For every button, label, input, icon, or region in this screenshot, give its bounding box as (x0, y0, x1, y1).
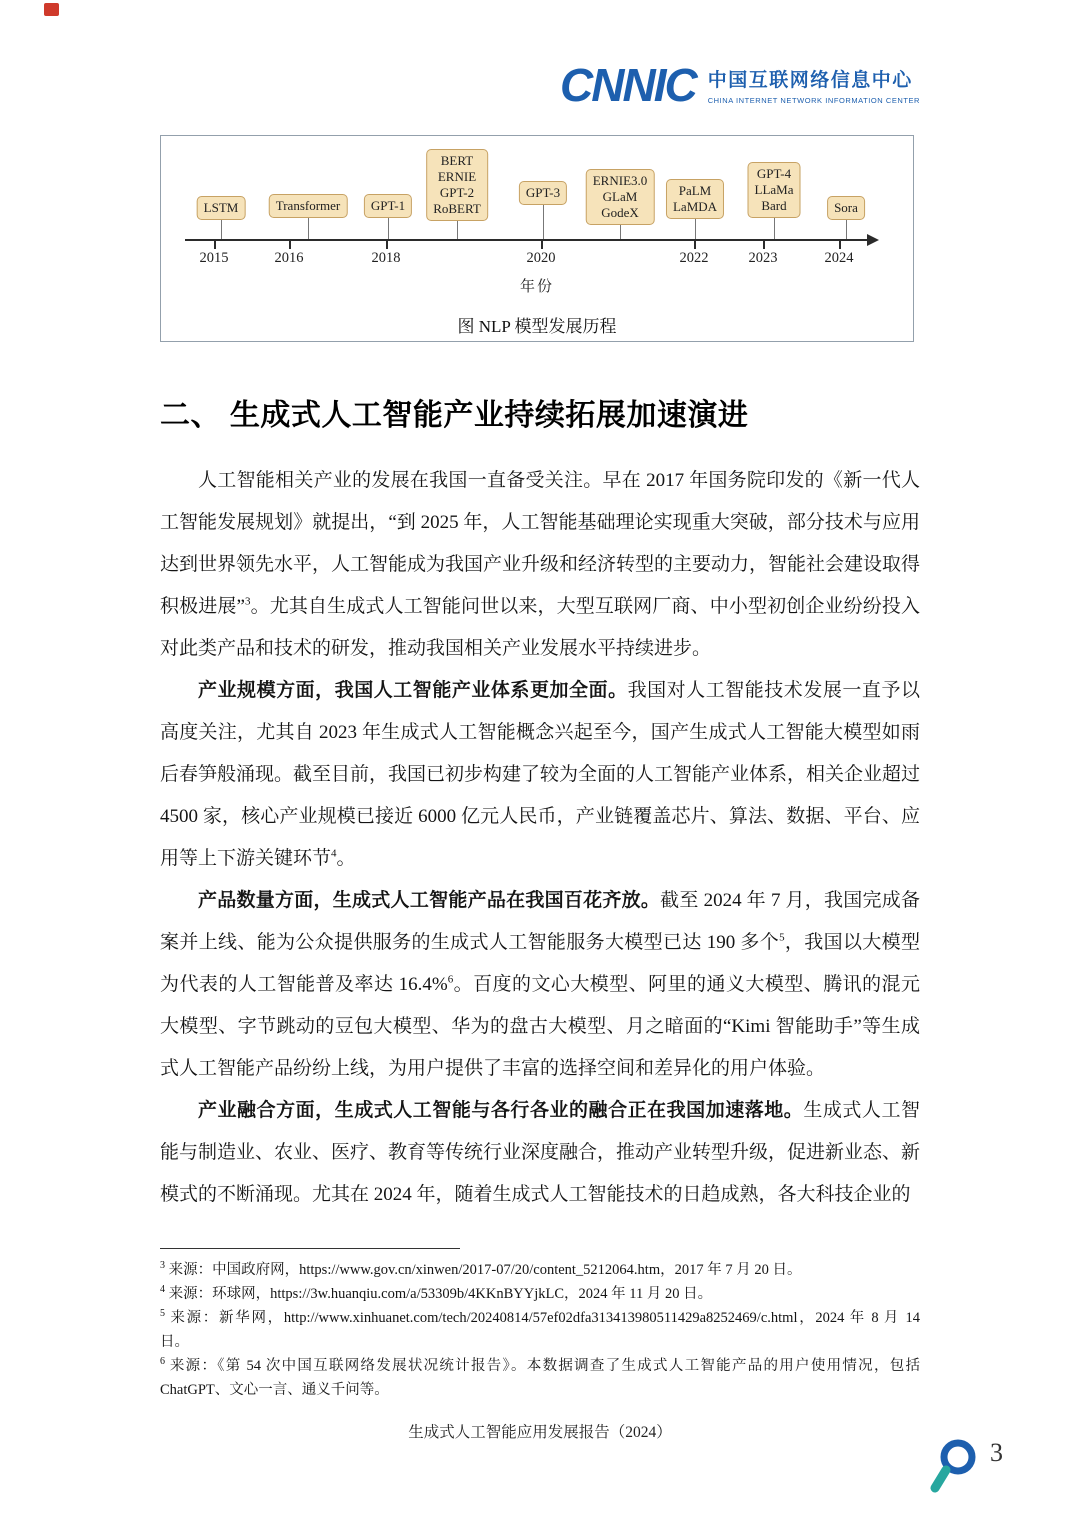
footnote-number: 6 (160, 1356, 165, 1368)
footnote-list (160, 1258, 920, 1402)
axis-tick-label: 2022 (679, 250, 709, 266)
footnote-ref: 5 (779, 931, 785, 944)
axis-tick-label: 2023 (748, 250, 778, 266)
cnnic-logo (560, 59, 920, 111)
timeline-model-box (519, 181, 567, 205)
text-segment: 生成式人工智能与制造业、农业、医疗、教育等传统行业深度融合，推动产业转型升级，促进新业态、新模式的不断涌现。尤其在 2024 年，随着生成式人工智能技术的日趋成熟，各大科技企业的 (160, 1100, 921, 1205)
axis-tick-label: 2024 (824, 250, 854, 266)
timeline-plot (161, 136, 913, 341)
axis-tick-label: 2020 (526, 250, 556, 266)
org-name-en: CHINA INTERNET NETWORK INFORMATION CENTER (707, 96, 920, 105)
timeline-model-box (827, 196, 865, 220)
timeline-model-box (426, 149, 488, 221)
text-segment: 。 (336, 848, 356, 869)
text-segment: 产业规模方面，我国人工智能产业体系更加全面。 (198, 680, 628, 701)
timeline-model-box (197, 196, 246, 220)
footnote-divider (160, 1248, 460, 1249)
timeline-model-box (586, 169, 655, 225)
org-name-cn: 中国互联网络信息中心 (707, 70, 913, 91)
text-segment: 截至 2024 年 7 月，我国完成备案并上线、能为公众提供服务的生成式人工智能服务大模型已达 190 多个 (160, 890, 920, 953)
footnote-number: 4 (160, 1284, 165, 1296)
paragraph (160, 880, 920, 1090)
axis-tick-label: 2015 (199, 250, 229, 266)
axis-tick (839, 240, 841, 249)
footnote-item (160, 1354, 920, 1402)
timeline-axis-arrow-icon (867, 234, 879, 246)
footnote-item (160, 1282, 920, 1306)
text-segment: ，我国以大模型为代表的人工智能普及率达 16.4% (160, 932, 920, 995)
timeline-axis (185, 239, 869, 241)
axis-tick (214, 240, 216, 249)
section-title: 二、 生成式人工智能产业持续拓展加速演进 (160, 399, 749, 432)
paragraph (160, 460, 920, 670)
footnote-number: 5 (160, 1308, 165, 1320)
text-segment: 产品数量方面，生成式人工智能产品在我国百花齐放。 (198, 890, 661, 911)
footnote-ref: 3 (244, 595, 251, 608)
model-label: LaMDA (672, 199, 718, 214)
axis-tick-label: 2018 (371, 250, 401, 266)
footnote-number: 3 (160, 1260, 165, 1272)
model-label: PaLM (678, 183, 712, 198)
axis-tick (541, 240, 543, 249)
footnote-text: 来源：新华网，http://www.xinhuanet.com/tech/20240814/57ef02dfa313413980511429a8252469/c.html，2024 年 8 月 14 日。 (160, 1310, 920, 1350)
footnote-text: 来源：中国政府网，https://www.gov.cn/xinwen/2017-07/20/content_5212064.htm，2017 年 7 月 20 日。 (165, 1262, 802, 1278)
model-label: ERNIE3.0 (592, 173, 648, 188)
timeline-model-box (748, 162, 801, 218)
nlp-timeline-figure (160, 135, 914, 342)
text-segment: 我国对人工智能技术发展一直予以高度关注，尤其自 2023 年生成式人工智能概念兴起至今，国产生成式人工智能大模型如雨后春笋般涌现。截至目前，我国已初步构建了较为全面的人工智能产业体系，相关企业超过 4500 家，核心产业规模已接近 6000 亿元人民币，产业链覆盖芯片、算法、数据、平台、应用等上下游关键环节 (160, 680, 921, 869)
model-label: GPT-2 (439, 185, 475, 200)
footnote-ref: 6 (447, 973, 454, 986)
body-paragraphs (160, 460, 920, 1216)
text-segment: 产业融合方面，生成式人工智能与各行各业的融合正在我国加速落地。 (198, 1100, 804, 1121)
axis-tick (386, 240, 388, 249)
axis-tick-label: 2016 (274, 250, 304, 266)
model-label: GPT-3 (525, 185, 561, 200)
timeline-model-box (364, 194, 412, 218)
model-label: Bard (761, 198, 787, 213)
timeline-model-box (666, 179, 724, 219)
footnote-text: 来源：环球网，https://3w.huanqiu.com/a/53309b/4KKnBYYjkLC，2024 年 11 月 20 日。 (165, 1286, 713, 1302)
timeline-model-box (269, 194, 348, 218)
model-label: GPT-4 (756, 166, 792, 181)
text-segment: 。百度的文心大模型、阿里的通义大模型、腾讯的混元大模型、字节跳动的豆包大模型、华为的盘古大模型、月之暗面的“Kimi 智能助手”等生成式人工智能产品纷纷上线，为用户提供了丰富的选择空间和差异化的用户体验。 (160, 974, 920, 1079)
text-segment: 。尤其自生成式人工智能问世以来，大型互联网厂商、中小型初创企业纷纷投入对此类产品和技术的研发，推动我国相关产业发展水平持续进步。 (160, 596, 920, 659)
axis-tick (763, 240, 765, 249)
model-label: BERT (440, 153, 474, 168)
cnnic-org-names (708, 65, 920, 105)
model-label: RoBERT (433, 201, 481, 216)
page-number: 3 (990, 1438, 1003, 1467)
paragraph (160, 670, 920, 880)
model-label: GLaM (602, 189, 638, 204)
axis-label: 年份 (519, 279, 554, 295)
footer-report-title: 生成式人工智能应用发展报告（2024） (408, 1424, 672, 1441)
axis-tick (289, 240, 291, 249)
model-label: Sora (834, 200, 858, 215)
model-label: Transformer (275, 198, 341, 213)
model-label: ERNIE (437, 169, 477, 184)
model-label: GodeX (601, 205, 639, 220)
model-label: GPT-1 (370, 198, 406, 213)
footer-logo-icon (928, 1436, 982, 1494)
footnote-ref: 4 (331, 847, 337, 860)
footnotes (160, 1248, 920, 1402)
footnote-item (160, 1306, 920, 1354)
model-label: LSTM (203, 200, 239, 215)
model-label: LLaMa (754, 182, 794, 197)
text-segment: 人工智能相关产业的发展在我国一直备受关注。早在 2017 年国务院印发的《新一代人工智能发展规划》就提出，“到 2025 年，人工智能基础理论实现重大突破，部分技术与应用达到世界领先水平，人工智能成为我国产业升级和经济转型的主要动力，智能社会建设取得积极进展” (160, 470, 921, 617)
figure-caption: 图 NLP 模型发展历程 (457, 317, 617, 336)
corner-mark (44, 3, 59, 16)
cnnic-logo-text: CNNIC (560, 59, 696, 111)
footnote-item (160, 1258, 920, 1282)
paragraph (160, 1090, 920, 1216)
footnote-text: 来源：《第 54 次中国互联网络发展状况统计报告》。本数据调查了生成式人工智能产品的用户使用情况，包括 ChatGPT、文心一言、通义千问等。 (160, 1358, 920, 1398)
axis-tick (694, 240, 696, 249)
